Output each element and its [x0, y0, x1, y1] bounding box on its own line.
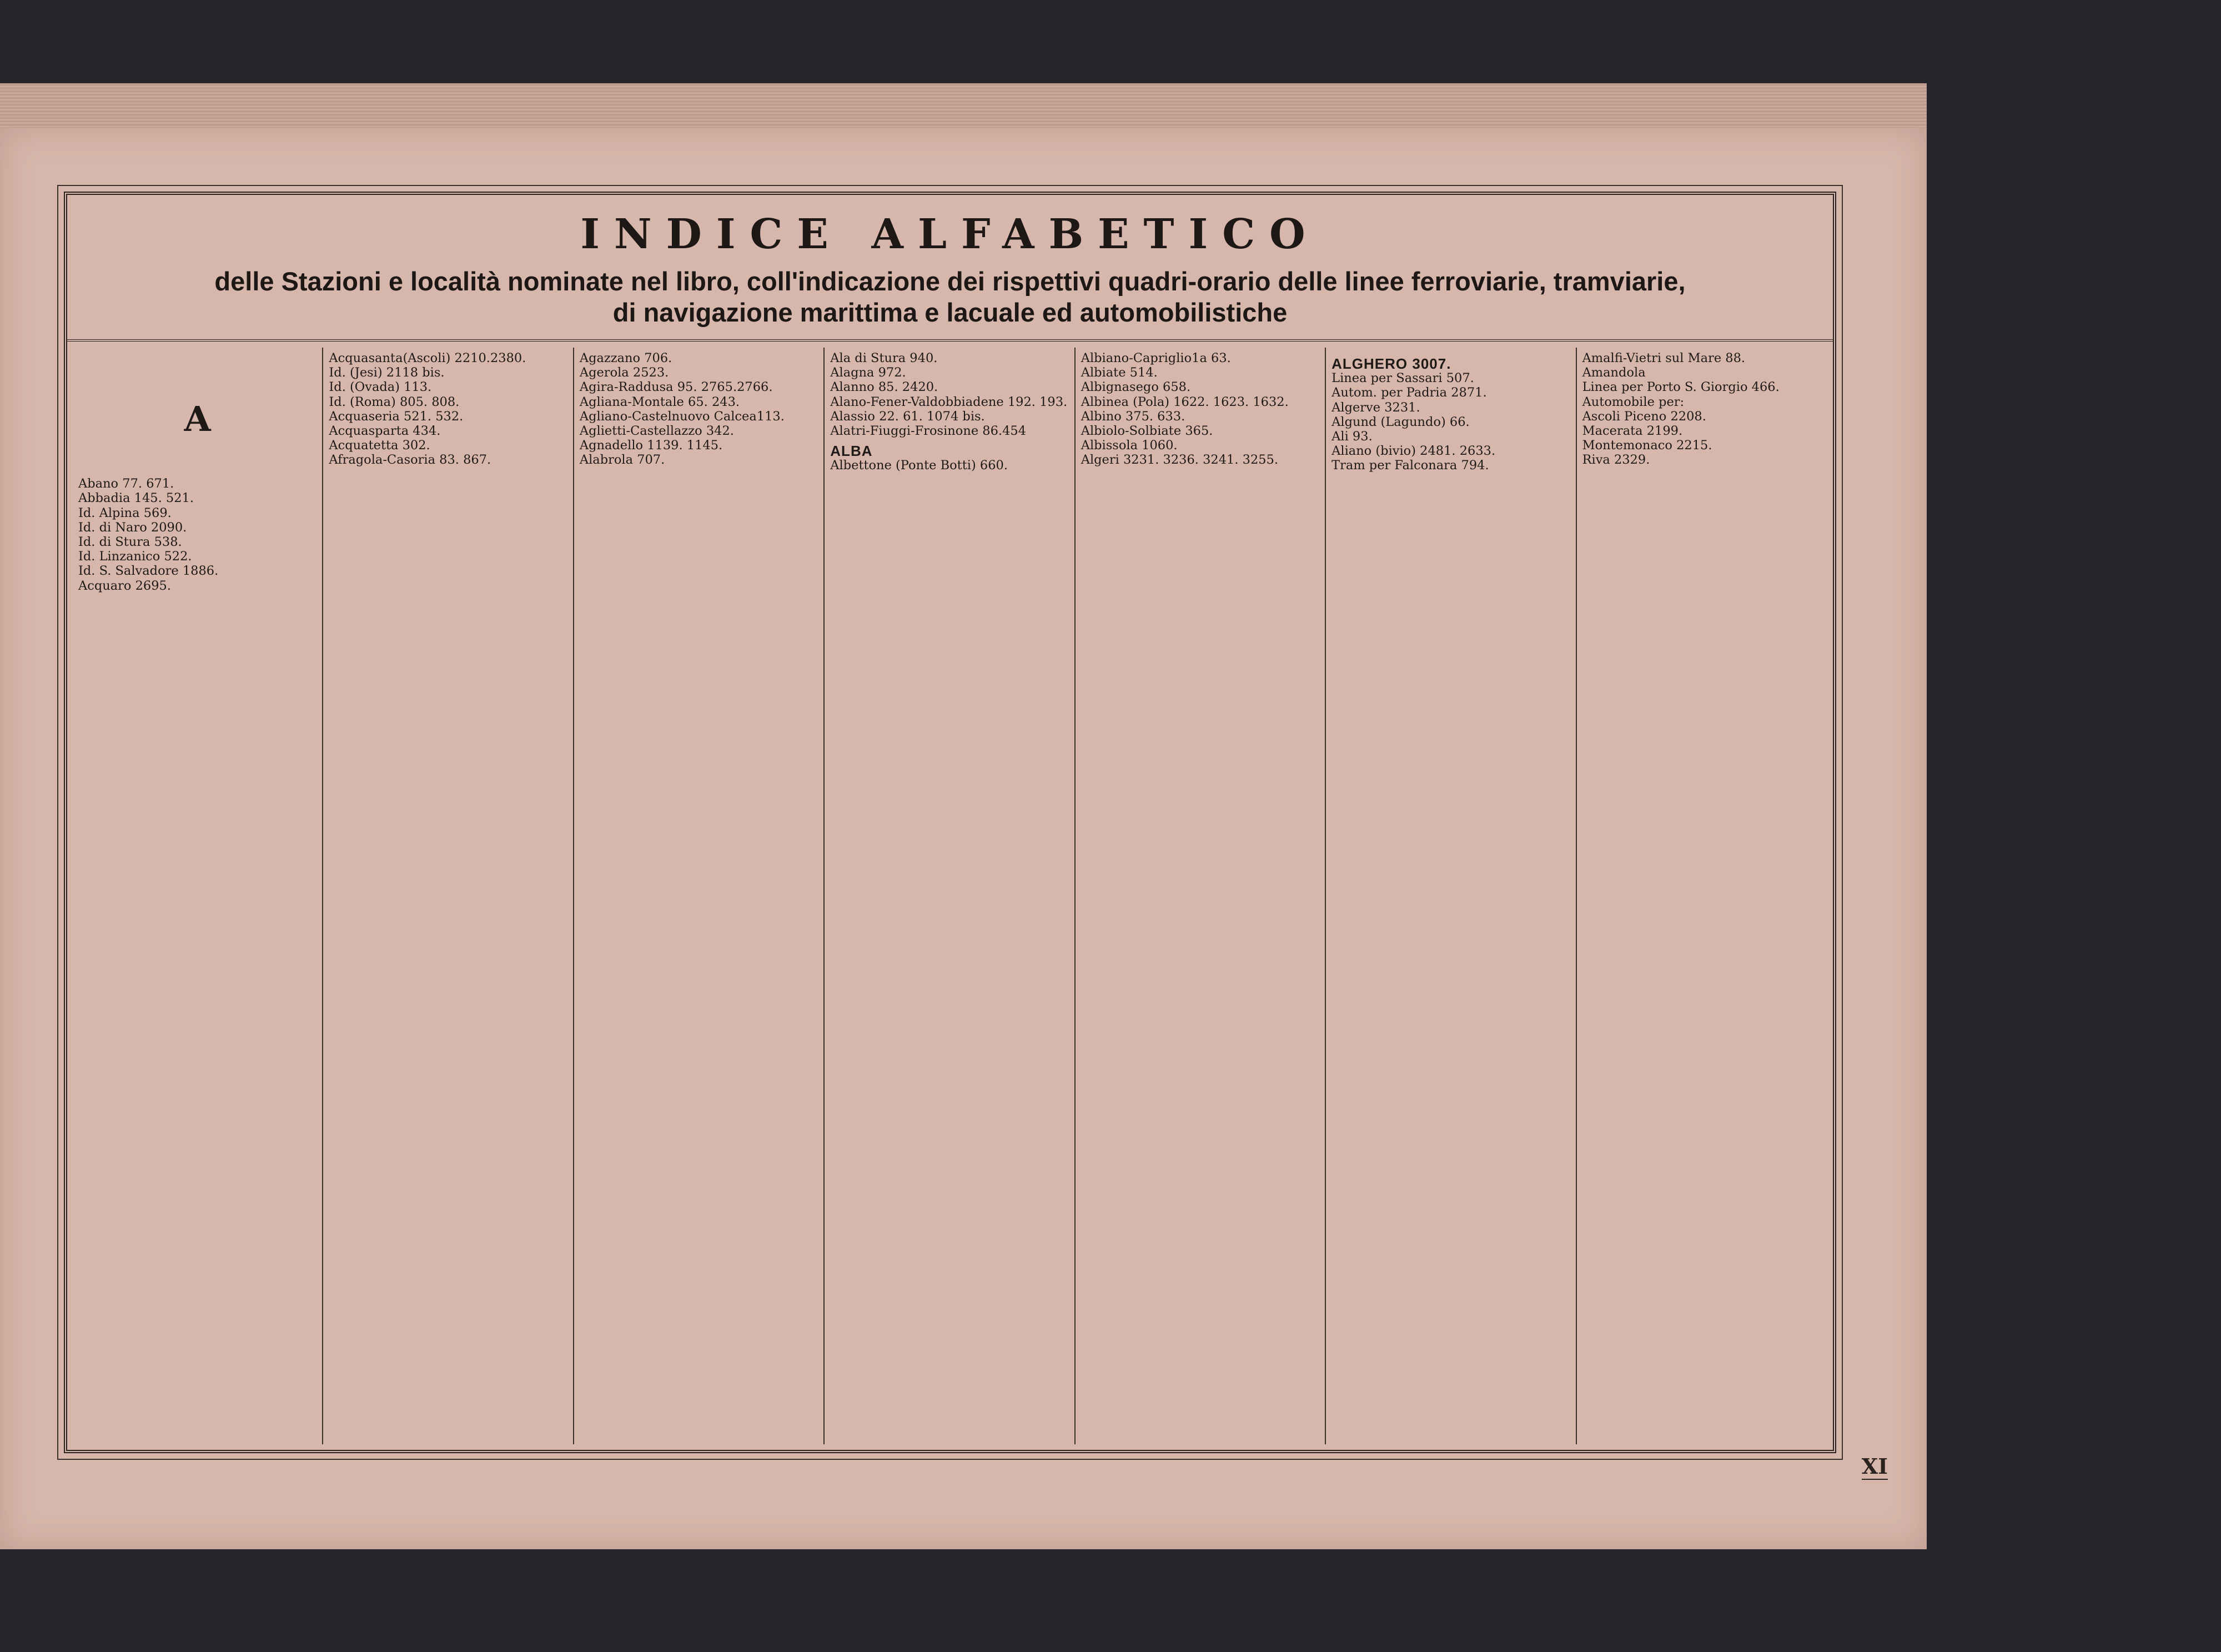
index-column-6 [1326, 348, 1576, 1444]
index-column-7 [1577, 348, 1827, 1444]
index-column-2 [323, 348, 574, 1444]
index-column-5 [1076, 348, 1326, 1444]
index-column-4 [825, 348, 1075, 1444]
index-heading: ALBA [830, 443, 873, 460]
index-entry: Montemonaco 2215. [1582, 438, 1712, 453]
index-entry: Alanno 85. 2420. [830, 380, 938, 395]
index-entry: Algeri 3231. 3236. 3241. 3255. [1081, 453, 1279, 468]
index-entry: Albiolo-Solbiate 365. [1081, 424, 1213, 439]
index-entry: Amalfi-Vietri sul Mare 88. [1582, 351, 1746, 365]
subtitle-line-2: di navigazione marittima e lacuale ed automobilistiche [612, 298, 1288, 328]
index-entry: Albiano-Capriglio1a 63. [1081, 351, 1231, 365]
index-entry: Algund (Lagundo) 66. [1331, 414, 1470, 429]
index-entry: Acquaseria 521. 532. [329, 409, 464, 424]
index-entry: Albino 375. 633. [1081, 409, 1185, 424]
index-entry: Abano 77. 671. [78, 476, 174, 491]
index-entry: Afragola-Casoria 83. 867. [329, 453, 491, 468]
index-entry: Albiate 514. [1081, 365, 1158, 380]
index-entry: Id. di Stura 538. [78, 535, 182, 550]
index-entry: Acquasparta 434. [329, 424, 441, 439]
index-entry: Albissola 1060. [1081, 438, 1178, 453]
index-entry: Abbadia 145. 521. [78, 491, 194, 506]
index-entry: Id. (Roma) 805. 808. [329, 394, 460, 409]
index-entry: Id. (Ovada) 113. [329, 380, 432, 395]
index-frame [64, 192, 1836, 1453]
index-entry: Linea per Sassari 507. [1331, 371, 1474, 386]
index-entry: Id. Linzanico 522. [78, 549, 192, 564]
index-column-3 [574, 348, 825, 1444]
page-number: XI [1861, 1454, 1888, 1479]
index-entry: Id. di Naro 2090. [78, 520, 187, 535]
index-entry: Agliana-Montale 65. 243. [579, 394, 740, 409]
index-entry: Acquatetta 302. [329, 438, 430, 453]
index-heading: ALGHERO 3007. [1331, 355, 1451, 372]
book-page [0, 128, 1927, 1549]
page-title: INDICE ALFABETICO [580, 210, 1320, 258]
index-entry: Ascoli Piceno 2208. [1582, 409, 1706, 424]
index-entry: Albignasego 658. [1081, 380, 1191, 395]
index-entry: Alassio 22. 61. 1074 bis. [830, 409, 985, 424]
index-entry: Id. Alpina 569. [78, 505, 172, 520]
page-subtitle [67, 266, 1833, 329]
index-entry: Linea per Porto S. Giorgio 466. [1582, 380, 1780, 395]
index-entry: Autom. per Padria 2871. [1331, 385, 1487, 400]
index-entry: Amandola [1582, 365, 1646, 380]
index-entry: Alatri-Fiuggi-Frosinone 86.454 [830, 424, 1027, 439]
index-entry: Agnadello 1139. 1145. [579, 438, 723, 453]
index-column-1 [73, 348, 323, 1444]
index-entry: Macerata 2199. [1582, 424, 1683, 439]
subtitle-line-1: delle Stazioni e località nominate nel libro, coll'indicazione dei rispettivi quadri-orario delle linee ferroviarie, tramviarie, [214, 267, 1686, 296]
index-entry: Alano-Fener-Valdobbiadene 192. 193. [830, 394, 1068, 409]
index-entry: Alabrola 707. [579, 453, 665, 468]
index-header [67, 195, 1833, 342]
index-entry: Albettone (Ponte Botti) 660. [830, 458, 1008, 473]
index-entry: Agliano-Castelnuovo Calcea113. [579, 409, 785, 424]
index-entry: Ala di Stura 940. [830, 351, 938, 365]
index-columns [73, 348, 1827, 1444]
index-entry: Agerola 2523. [579, 365, 669, 380]
index-entry: Ali 93. [1331, 429, 1373, 444]
index-entry: Tram per Falconara 794. [1331, 458, 1489, 473]
index-entry: Aglietti-Castellazzo 342. [579, 424, 734, 439]
index-entry: Acquaro 2695. [78, 578, 172, 593]
index-entry: Algerve 3231. [1331, 400, 1420, 415]
index-entry: Agazzano 706. [579, 351, 672, 365]
index-entry: Id. (Jesi) 2118 bis. [329, 365, 445, 380]
index-entry: Automobile per: [1582, 394, 1685, 409]
index-entry: Albinea (Pola) 1622. 1623. 1632. [1081, 394, 1289, 409]
index-entry: Acquasanta(Ascoli) 2210.2380. [329, 351, 526, 365]
index-entry: Riva 2329. [1582, 453, 1650, 468]
index-entry: Alagna 972. [830, 365, 906, 380]
index-entry: Id. S. Salvadore 1886. [78, 564, 219, 579]
section-letter: A [184, 399, 211, 439]
index-entry: Aliano (bivio) 2481. 2633. [1331, 444, 1496, 459]
index-entry: Agira-Raddusa 95. 2765.2766. [579, 380, 773, 395]
